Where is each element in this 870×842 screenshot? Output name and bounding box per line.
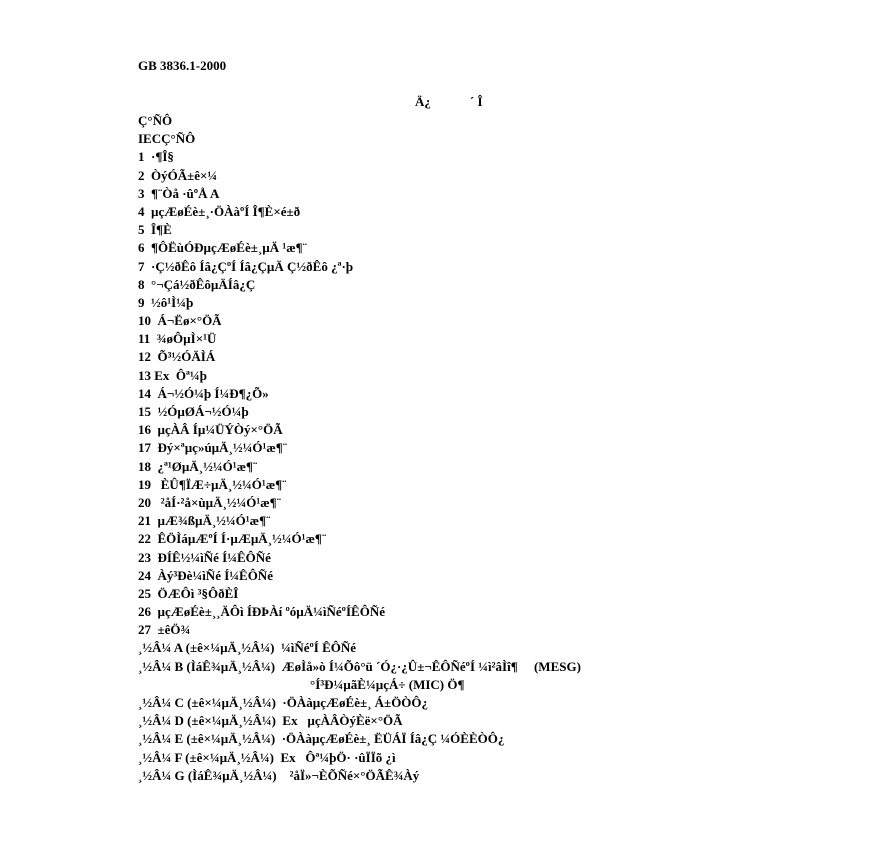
toc-line: 27 ±êÖ¾ xyxy=(138,622,191,638)
toc-line: 11 ¾øÔµÌ×¹Ü xyxy=(138,331,217,347)
toc-line: 16 µçÀÂ Íµ¼ÜÝÒý×°ÖÃ xyxy=(138,422,283,438)
toc-line: 7 ·Ç½ðÊô Íâ¿ÇºÍ Íâ¿ÇµÄ Ç½ðÊô ¿ª·þ xyxy=(138,258,354,274)
toc-line: 12 Õ³½ÓÄÌÁ xyxy=(138,349,216,365)
toc-line: 26 µçÆøÉè±¸¸ÄÔì ÍÐÞÀí ºóµÄ¼ìÑéºÍÊÔÑé xyxy=(138,604,385,620)
toc-line: IECÇ°ÑÔ xyxy=(138,131,196,147)
toc-line: ¸½Â¼ C (±ê×¼µÄ¸½Â¼) ·ÖÀàµçÆøÉè±¸ Á±ÖÒÔ¿ xyxy=(138,695,429,710)
contents-heading: Ä¿ ´ Î xyxy=(415,94,483,109)
toc-line: 24 Àý³Ðè¼ìÑé Í¼ÊÔÑé xyxy=(138,567,273,583)
toc-line: 8 °¬Çá½ðÊôµÄÍâ¿Ç xyxy=(138,276,256,292)
toc-line: 15 ½ÓµØÁ¬½Ó¼þ xyxy=(138,404,249,419)
toc-line: 22 ÊÖÌáµÆºÍ Í·µÆµÄ¸½¼Ó¹æ¶¨ xyxy=(138,531,327,547)
toc-line-continuation: °Í³Ð¼µãÈ¼µçÁ÷ (MIC) Ö¶ xyxy=(310,676,465,692)
toc-line: 10 Á¬Ëø×°ÖÃ xyxy=(138,313,222,329)
toc-line: 9 ½ô¹Ì¼þ xyxy=(138,294,194,310)
toc-line: 5 Î¶È xyxy=(138,222,172,238)
toc-line: ¸½Â¼ F (±ê×¼µÄ¸½Â¼) Ex Ôª¼þÖ· ·ûÏÏõ ¿ì xyxy=(138,749,396,765)
toc-line: 18 ¿ª¹ØµÄ¸½¼Ó¹æ¶¨ xyxy=(138,458,258,474)
toc-line: ¸½Â¼ E (±ê×¼µÄ¸½Â¼) ·ÖÀàµçÆøÉè±¸ ËÜÁÏ Íâ¿Ç ¼ÓÈÈÒÔ¿ xyxy=(138,731,505,747)
toc-line: 13 Ex Ôª¼þ xyxy=(138,367,207,383)
toc-line: ¸½Â¼ G (ÌáÊ¾µÄ¸½Â¼) ²åÏ»¬ÈÕÑé×°ÖÃÊ¾Àý xyxy=(138,767,420,783)
toc-line: 20 ²åÍ·²å×ùµÄ¸½¼Ó¹æ¶¨ xyxy=(138,494,282,510)
toc-line: 14 Á¬½Ó¼þ Í¼Ð¶¿Õ» xyxy=(138,385,269,401)
toc-line: 25 ÖÆÔì ³§ÔðÈÎ xyxy=(138,585,239,601)
toc-line: ¸½Â¼ A (±ê×¼µÄ¸½Â¼) ¼ìÑéºÍ ÊÔÑé xyxy=(138,640,357,656)
toc-line: 17 Ðý×ªµç»úµÄ¸½¼Ó¹æ¶¨ xyxy=(138,440,288,456)
toc-line: ¸½Â¼ B (ÌáÊ¾µÄ¸½Â¼) ÆøÌå»ò Í¼Õô°ü ´Ó¿·¿Û±¬ÊÔÑéºÍ ¼ì²âÌî¶ (MESG) xyxy=(138,658,581,674)
toc-line: 19 ÈÛ¶ÏÆ÷µÄ¸½¼Ó¹æ¶¨ xyxy=(138,476,287,492)
toc-line: 4 µçÆøÉè±¸·ÖÀàºÍ Î¶È×é±ð xyxy=(138,203,301,219)
standard-code: GB 3836.1-2000 xyxy=(138,58,227,73)
toc-line: 23 ÐÍÊ½¼ìÑé Í¼ÊÔÑé xyxy=(138,549,271,565)
table-of-contents xyxy=(138,112,838,785)
toc-line: 21 µÆ¾ßµÄ¸½¼Ó¹æ¶¨ xyxy=(138,513,271,529)
toc-line: 1 ·¶Î§ xyxy=(138,149,174,165)
toc-line: 6 ¶ÔËùÓÐµçÆøÉè±¸µÄ ¹æ¶¨ xyxy=(138,240,307,256)
toc-line: 2 ÒýÓÃ±ê×¼ xyxy=(138,167,218,183)
toc-line: Ç°ÑÔ xyxy=(138,113,173,128)
toc-line: 3 ¶¨Òå ·ûºÅ A xyxy=(138,185,220,201)
toc-line: ¸½Â¼ D (±ê×¼µÄ¸½Â¼) Ex µçÀÂÒýÈë×°ÖÃ xyxy=(138,713,403,729)
